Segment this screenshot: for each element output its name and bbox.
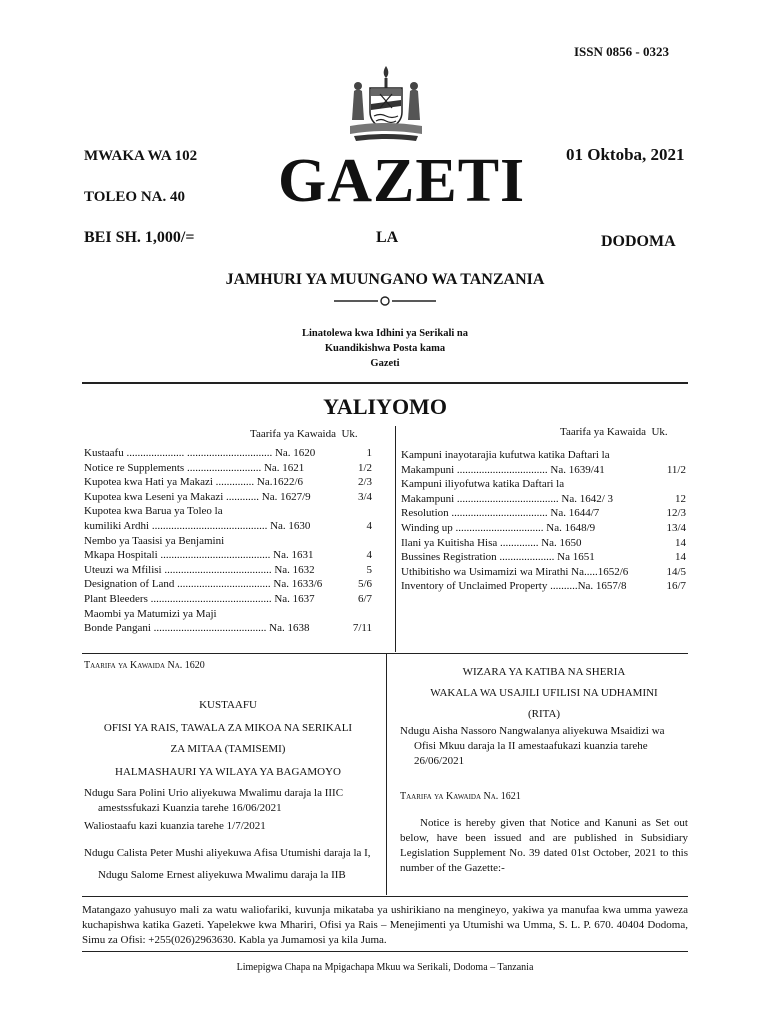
divider <box>82 382 688 384</box>
contents-entry[interactable] <box>84 592 372 607</box>
office-name-2: ZA MITAA (TAMISEMI) <box>170 743 286 755</box>
divider <box>82 951 688 952</box>
contents-entry[interactable] <box>401 448 686 463</box>
office-name: OFISI YA RAIS, TAWALA ZA MIKOA NA SERIKALI <box>103 722 353 734</box>
entry-title: Makampuni ..................................... Na. 1642/ 3 <box>401 492 614 505</box>
entry-page: 13/4 <box>666 521 686 534</box>
notice-heading: Taarifa ya Kawaida Na. 1621 <box>400 791 521 802</box>
contents-entry[interactable] <box>84 534 372 549</box>
header-label: Taarifa ya Kawaida <box>250 428 336 440</box>
header-page: Uk. <box>341 428 358 440</box>
divider-ornament-icon <box>330 293 440 309</box>
contents-column-header <box>250 428 370 440</box>
right-column-notices <box>400 665 688 876</box>
entry-title: Kupotea kwa Barua ya Toleo la <box>84 505 223 518</box>
price: BEI SH. 1,000/= <box>84 229 195 246</box>
entry-title: Winding up ................................ Na. 1648/9 <box>401 521 596 534</box>
divider <box>82 896 688 897</box>
entry-page: 1 <box>366 447 372 459</box>
notice-title: KUSTAAFU <box>199 699 257 711</box>
entry-page: 3/4 <box>357 490 372 503</box>
entry-page: 5/6 <box>357 578 372 591</box>
header-label: Taarifa ya Kawaida <box>560 426 646 438</box>
contents-entry[interactable] <box>401 565 686 580</box>
contents-entry[interactable] <box>401 536 686 551</box>
agency-name: WAKALA WA USAJILI UFILISI NA UDHAMINI <box>430 687 658 699</box>
agency-abbr: (RITA) <box>527 708 561 720</box>
issue-date: 01 Oktoba, 2021 <box>566 145 685 164</box>
year-volume: MWAKA WA 102 <box>84 148 198 164</box>
entry-page: 4 <box>366 549 372 562</box>
entry-title: Bussines Registration .................... Na 1651 <box>401 551 595 564</box>
entry-page: 1/2 <box>357 461 372 474</box>
contents-entry[interactable] <box>84 504 372 519</box>
entry-title: Makampuni ................................. Na. 1639/41 <box>401 463 605 476</box>
entry-page <box>658 448 686 463</box>
entry-title: Kustaafu ..................... ............................... Na. 1620 <box>84 447 316 459</box>
retirement-subheading: Waliostaafu kazi kuanzia tarehe 1/7/2021 <box>84 820 266 832</box>
contents-entry[interactable] <box>84 490 372 505</box>
retirement-entry: Ndugu Sara Polini Urio aliyekuwa Mwalimu daraja la IIIC amestssfukazi Kuanzia tarehe 16/06/2021 <box>84 787 344 814</box>
contents-entry[interactable] <box>401 477 686 492</box>
tanzania-coat-of-arms-icon <box>336 64 436 144</box>
entry-page: 16/7 <box>666 580 686 593</box>
entry-title: Nembo ya Taasisi ya Benjamini <box>84 534 225 547</box>
notice-1621-text: Notice is hereby given that Notice and Kanuni as Set out below, have been issued and are published in Subsidiary Legislation Supplement No. 39 dated 01st October, 2021 to this number of the Gazette:- <box>400 817 688 874</box>
contents-entry[interactable] <box>84 461 372 476</box>
entry-page: 14 <box>675 551 686 564</box>
entry-title: Uteuzi wa Mfilisi ....................................... Na. 1632 <box>84 563 315 576</box>
entry-title: kumiliki Ardhi .......................................... Na. 1630 <box>84 519 311 532</box>
entry-page <box>346 504 372 519</box>
contents-entry[interactable] <box>84 475 372 490</box>
entry-title: Kupotea kwa Leseni ya Makazi ............ Na. 1627/9 <box>84 490 311 503</box>
contents-entry[interactable] <box>84 621 372 636</box>
contents-entry[interactable] <box>84 519 372 534</box>
entry-title: Designation of Land .................................. Na. 1633/6 <box>84 578 323 591</box>
entry-page: 11/2 <box>666 463 686 476</box>
entry-page: 6/7 <box>357 592 372 605</box>
contents-left-list <box>84 446 372 636</box>
retirement-entry: Ndugu Aisha Nassoro Nangwalanya aliyekuwa Msaidizi wa Ofisi Mkuu daraja la II amestaafukazi kuanzia tarehe 26/06/2021 <box>400 725 665 767</box>
contents-entry[interactable] <box>84 548 372 563</box>
divider <box>82 653 688 654</box>
entry-page: 12 <box>675 492 686 505</box>
entry-title: Maombi ya Matumizi ya Maji <box>84 607 217 620</box>
contents-column-header <box>560 426 686 438</box>
column-divider <box>386 653 387 895</box>
contents-entry[interactable] <box>401 579 686 594</box>
ministry-name: WIZARA YA KATIBA NA SHERIA <box>462 666 626 678</box>
entry-title: Kampuni iliyofutwa katika Daftari la <box>401 478 565 491</box>
contents-entry[interactable] <box>84 607 372 622</box>
column-divider <box>395 426 396 652</box>
contents-entry[interactable] <box>84 577 372 592</box>
council-name: HALMASHAURI YA WILAYA YA BAGAMOYO <box>115 766 341 778</box>
entry-title: Uthibitisho wa Usimamizi wa Mirathi Na.....1652/6 <box>401 565 629 578</box>
entry-page: 5 <box>366 563 372 576</box>
entry-page <box>658 477 686 492</box>
entry-page: 7/11 <box>352 622 372 635</box>
contents-entry[interactable] <box>401 521 686 536</box>
contents-entry[interactable] <box>401 492 686 507</box>
retirement-entry: Ndugu Calista Peter Mushi aliyekuwa Afisa Utumishi daraja la I, Ndugu Salome Ernest aliyekuwa Mwalimu daraja la IIB <box>84 847 371 881</box>
contents-entry[interactable] <box>401 506 686 521</box>
entry-page: 12/3 <box>666 507 686 520</box>
publication-place: DODOMA <box>601 233 676 250</box>
entry-title: Bonde Pangani ......................................... Na. 1638 <box>84 622 310 635</box>
entry-page: 14/5 <box>666 565 686 578</box>
printer-line: Limepigwa Chapa na Mpigachapa Mkuu wa Serikali, Dodoma – Tanzania <box>236 962 534 973</box>
contents-title: YALIYOMO <box>323 394 447 419</box>
registration-line: Gazeti <box>370 358 400 369</box>
notice-heading: Taarifa ya Kawaida Na. 1620 <box>84 660 205 671</box>
registration-line: Kuandikishwa Posta kama <box>324 343 446 354</box>
contents-right-list <box>401 448 686 594</box>
entry-page <box>346 534 372 549</box>
issue-number: TOLEO NA. 40 <box>84 189 185 205</box>
notice-1620-body <box>84 698 372 886</box>
issn-number: ISSN 0856 - 0323 <box>574 44 669 59</box>
contents-entry[interactable] <box>84 446 372 461</box>
entry-title: Ilani ya Kuitisha Hisa .............. Na. 1650 <box>401 536 582 549</box>
entry-page: 14 <box>675 536 686 549</box>
entry-page <box>346 607 372 622</box>
entry-title: Plant Bleeders ............................................ Na. 1637 <box>84 592 315 605</box>
title-la: LA <box>376 229 399 246</box>
registration-line: Linatolewa kwa Idhini ya Serikali na <box>302 328 468 339</box>
entry-title: Inventory of Unclaimed Property ..........Na. 1657/8 <box>401 580 627 593</box>
entry-page: 4 <box>366 519 372 532</box>
entry-title: Kampuni inayotarajia kufutwa katika Daftari la <box>401 449 610 461</box>
republic-name: JAMHURI YA MUUNGANO WA TANZANIA <box>225 271 545 288</box>
contents-entry[interactable] <box>84 563 372 578</box>
entry-title: Mkapa Hospitali ........................................ Na. 1631 <box>84 549 314 562</box>
contents-entry[interactable] <box>401 550 686 565</box>
entry-title: Resolution ................................... Na. 1644/7 <box>401 507 600 520</box>
registration-note <box>250 326 520 371</box>
header-page: Uk. <box>651 426 668 438</box>
footer-notice-text: Matangazo yahusuyo mali za watu waliofariki, kuvunja mikataba ya ushirikiano na mengineyo, yakiwa ya manufaa kwa umma yaweza kuchapishwa katika Gazeti. Yapelekwe kwa Mhariri, Ofisi ya Rais – Menejimenti ya Utumishi wa Umma, S. L. P. 670. 40404 Dodoma, Simu za Ofisi: +255(026)2963630. Kabla ya Jumamosi ya kila Juma. <box>82 904 688 946</box>
entry-title: Notice re Supplements ........................... Na. 1621 <box>84 461 305 474</box>
entry-title: Kupotea kwa Hati ya Makazi .............. Na.1622/6 <box>84 476 304 489</box>
contents-entry[interactable] <box>401 463 686 478</box>
gazette-title: GAZETI <box>278 147 526 215</box>
entry-page: 2/3 <box>357 476 372 489</box>
